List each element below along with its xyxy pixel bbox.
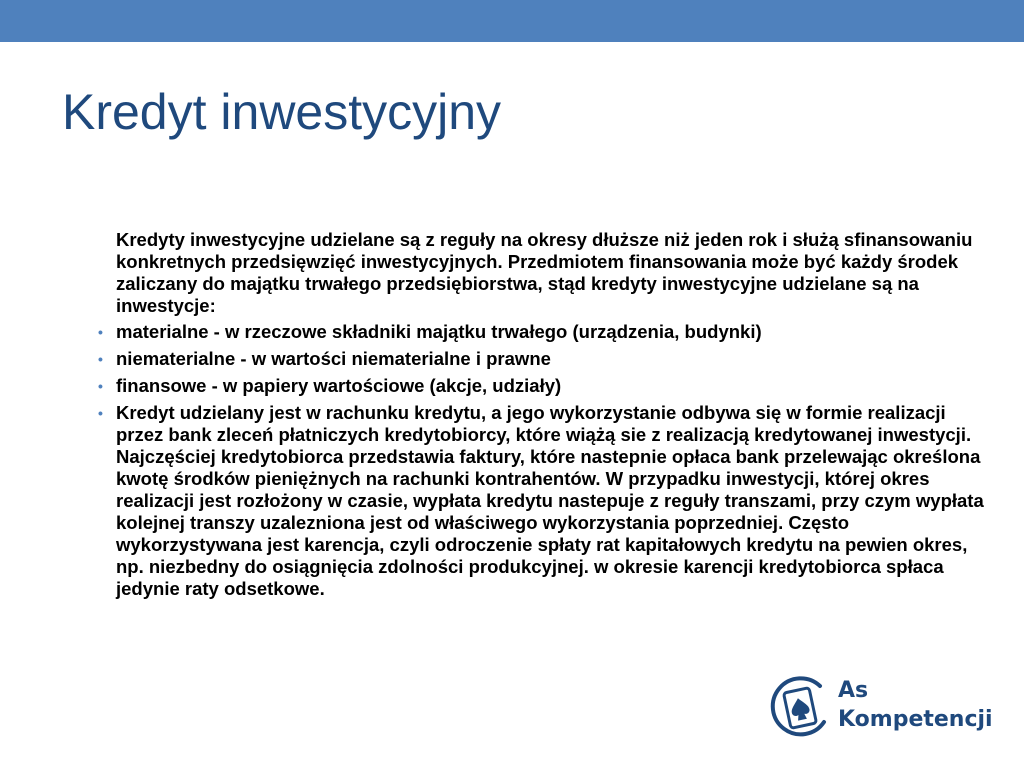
as-kompetencji-logo[interactable]	[768, 668, 998, 746]
bullet-item-4	[96, 402, 986, 600]
bullet-dot-icon: •	[98, 351, 103, 367]
bullet-dot-icon: •	[98, 324, 103, 340]
spade-card-icon	[768, 674, 830, 740]
slide-title: Kredyt inwestycyjny	[62, 84, 502, 140]
bullet-text: materialne - w rzeczowe składniki majątku trwałego (urządzenia, budynki)	[116, 321, 762, 342]
bullet-text: Kredyt udzielany jest w rachunku kredytu, a jego wykorzystanie odbywa się w formie realizacji przez bank zleceń płatniczych kredytobiorcy, które wiążą sie z realizacją kredytowanej inwestycji. Najczęściej kredytobiorca przedstawia faktury, które nastepnie opłaca bank przelewając określona kwotę środków pieniężnych na rachunki kontrahentów. W przypadku inwestycji, której okres realizacji jest rozłożony w czasie, wypłata kredytu nastepuje z reguły transzami, przy czym wypłata kolejnej transzy uzalezniona jest od właściwego wykorzystania poprzedniej. Często wykorzystywana jest karencja, czyli odroczenie spłaty rat kapitałowych kredytu na pewien okres, np. niezbedny do osiągnięcia zdolności produkcyjnej. w okresie karencji kredytobiorca spłaca jedynie raty odsetkowe.	[116, 402, 984, 599]
bullet-text: niematerialne - w wartości niematerialne i prawne	[116, 348, 551, 369]
bullet-dot-icon: •	[98, 378, 103, 394]
intro-paragraph: Kredyty inwestycyjne udzielane są z reguły na okresy dłuższe niż jeden rok i służą sfinansowaniu konkretnych przedsięwzięć inwestycyjnych. Przedmiotem finansowania może być każdy środek zaliczany do majątku trwałego przedsiębiorstwa, stąd kredyty inwestycyjne udzielane są na inwestycje:	[116, 229, 973, 316]
slide-body	[96, 229, 986, 605]
bullet-item-3	[96, 375, 986, 397]
bullet-list	[96, 321, 986, 600]
logo-text	[838, 676, 993, 734]
top-accent-bar	[0, 0, 1024, 42]
bullet-item-1	[96, 321, 986, 343]
bullet-text: finansowe - w papiery wartościowe (akcje, udziały)	[116, 375, 562, 396]
bullet-item-2	[96, 348, 986, 370]
logo-line-as: As	[838, 678, 869, 703]
bullet-dot-icon: •	[98, 405, 103, 421]
logo-line-kompetencji: Kompetencji	[838, 707, 993, 732]
